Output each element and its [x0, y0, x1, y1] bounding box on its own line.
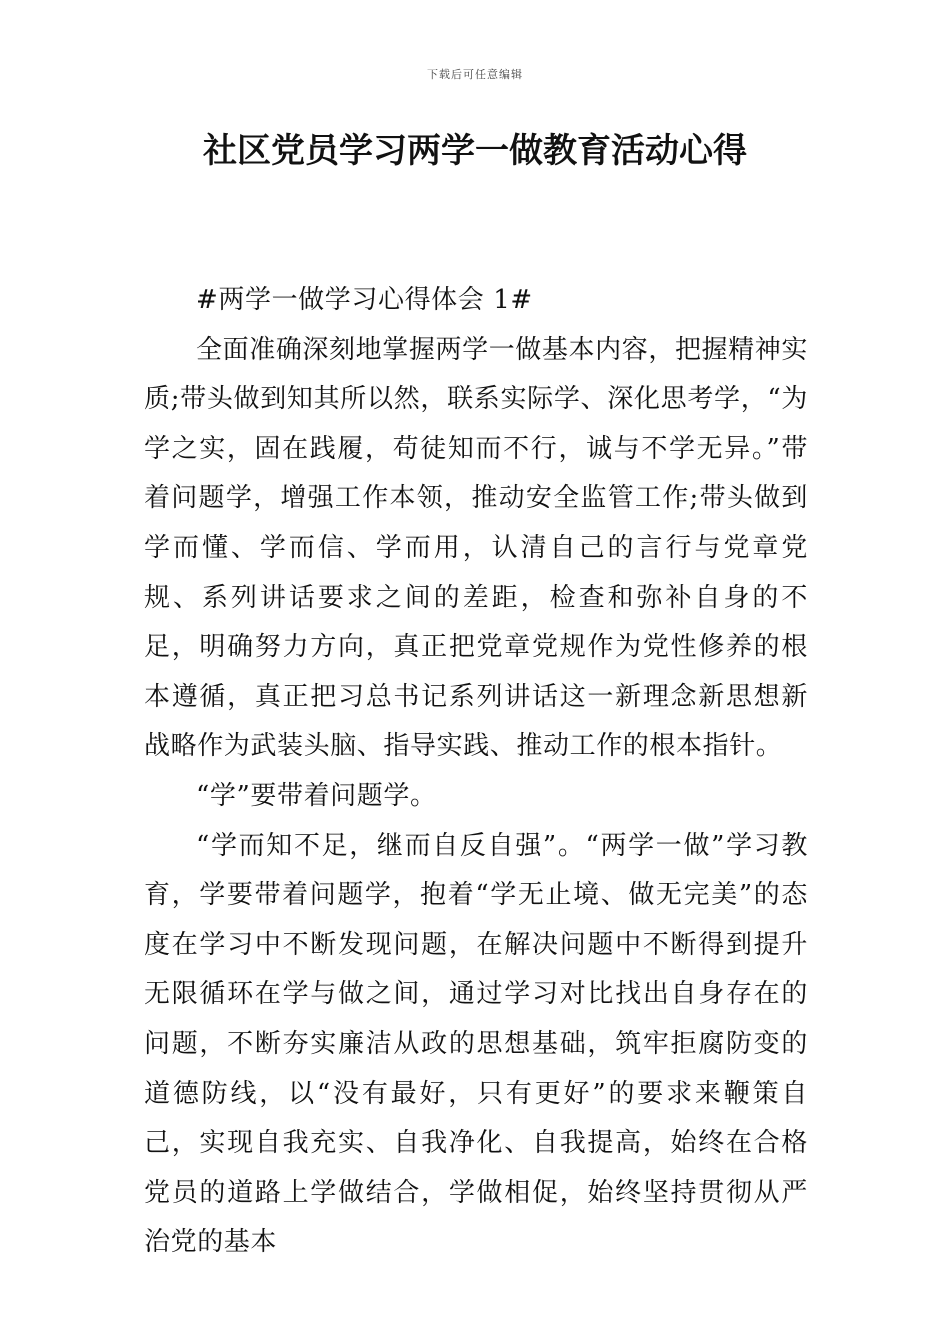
- body-paragraph: 全面准确深刻地掌握两学一做基本内容，把握精神实质;带头做到知其所以然，联系实际学、深化思考学，“为学之实，固在践履，苟徒知而不行，诚与不学无异。”带着问题学，增强工作本领，推动安全监管工作;带头做到学而懂、学而信、学而用，认清自己的言行与党章党规、系列讲话要求之间的差距，检查和弥补自身的不足，明确努力方向，真正把党章党规作为党性修养的根本遵循，真正把习总书记系列讲话这一新理念新思想新战略作为武装头脑、指导实践、推动工作的根本指针。: [144, 334, 808, 762]
- document-title: 社区党员学习两学一做教育活动心得: [203, 131, 747, 171]
- section-heading: #两学一做学习心得体会 1#: [196, 285, 533, 315]
- document-body: [144, 276, 808, 1268]
- editable-watermark: 下载后可任意编辑: [427, 68, 523, 81]
- section-subheading: “学”要带着问题学。: [196, 780, 437, 811]
- body-paragraph: “学而知不足，继而自反自强”。“两学一做”学习教育，学要带着问题学，抱着“学无止境、做无完美”的态度在学习中不断发现问题，在解决问题中不断得到提升无限循环在学与做之间，通过学习对比找出自身存在的问题，不断夯实廉洁从政的思想基础，筑牢拒腐防变的道德防线，以“没有最好，只有更好”的要求来鞭策自己，实现自我充实、自我净化、自我提高，始终在合格党员的道路上学做结合，学做相促，始终坚持贯彻从严治党的基本: [144, 830, 808, 1258]
